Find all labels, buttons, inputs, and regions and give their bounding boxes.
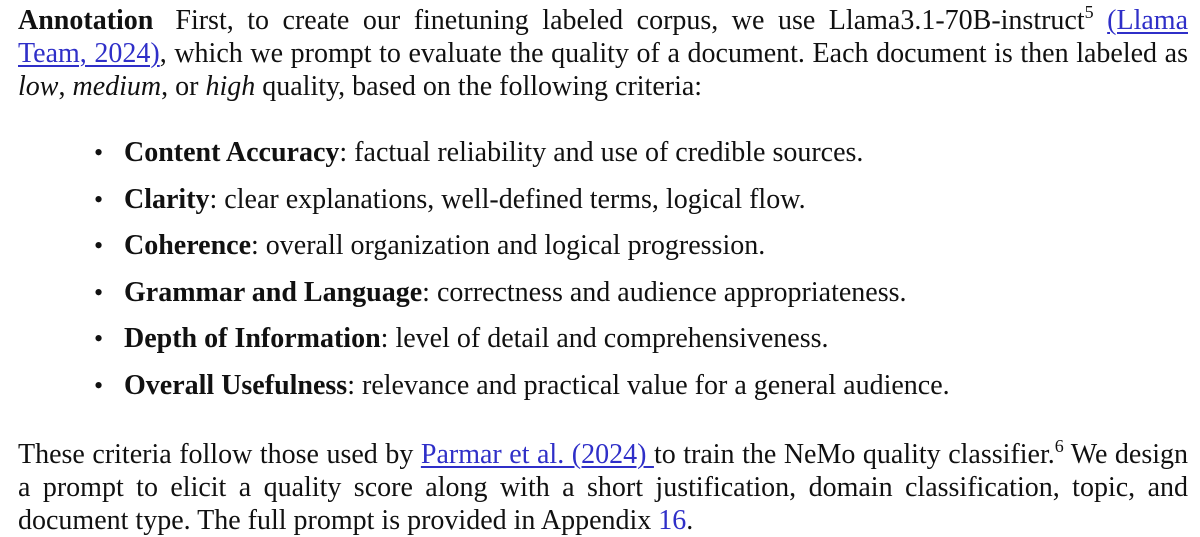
criteria-description: : overall organization and logical progression. [251, 230, 766, 261]
paragraph-heading: Annotation [18, 5, 154, 36]
criteria-term: Depth of Information [124, 323, 381, 354]
paragraph-text: These criteria follow those used by [18, 439, 421, 470]
criteria-item [94, 367, 950, 414]
bullet-icon: • [94, 324, 104, 353]
criteria-term: Coherence [124, 230, 251, 261]
bullet-icon: • [94, 231, 104, 260]
footnote-mark[interactable]: 5 [1084, 2, 1094, 22]
appendix-link[interactable]: 16 [658, 505, 687, 536]
criteria-description: : relevance and practical value for a general audience. [347, 369, 950, 401]
bullet-icon: • [94, 184, 104, 214]
paragraph-text: First, to create our finetuning labeled corpus, we use Llama3.1-70B-instruct [175, 5, 1085, 36]
criteria-item [94, 320, 950, 367]
criteria-description: : level of detail and comprehensiveness. [380, 323, 829, 354]
citation-link[interactable]: Parmar et al. (2024) [420, 439, 654, 470]
criteria-item [94, 181, 950, 228]
label-medium: medium [72, 71, 162, 102]
footnote-mark[interactable]: 6 [1054, 436, 1064, 456]
criteria-description: : correctness and audience appropriateness. [422, 276, 907, 308]
paragraph-text: . [686, 505, 694, 536]
bullet-icon: • [94, 277, 104, 307]
criteria-term: Overall Usefulness [124, 369, 348, 401]
label-low: low [18, 71, 59, 102]
paragraph-text: quality, based on the following criteria: [255, 71, 703, 102]
criteria-term: Content Accuracy [124, 137, 340, 168]
criteria-item [94, 274, 950, 321]
paragraph-text: , or [161, 71, 206, 102]
paragraph-text: , [58, 71, 73, 102]
criteria-description: : factual reliability and use of credible sources. [339, 137, 864, 168]
bullet-icon: • [94, 138, 104, 167]
citation-link[interactable]: (Llama Team, 2024) [18, 5, 1188, 69]
paragraph-text: , which we prompt to evaluate the quality of a document. Each document is then labeled as [159, 38, 1188, 69]
criteria-term: Clarity [124, 183, 210, 215]
criteria-source-paragraph [18, 438, 1188, 537]
paragraph-text: We design a prompt to elicit a quality score along with a short justification, domain classification, topic, and document type. The full prompt is provided in Appendix [18, 439, 1189, 536]
criteria-term: Grammar and Language [124, 276, 423, 308]
bullet-icon: • [94, 370, 104, 400]
criteria-list [94, 134, 950, 413]
criteria-item [94, 134, 950, 181]
criteria-description: : clear explanations, well-defined terms, logical flow. [209, 183, 806, 215]
label-high: high [205, 71, 256, 102]
criteria-item [94, 227, 950, 274]
paragraph-text: to train the NeMo quality classifier. [653, 439, 1055, 470]
annotation-paragraph [18, 4, 1188, 103]
